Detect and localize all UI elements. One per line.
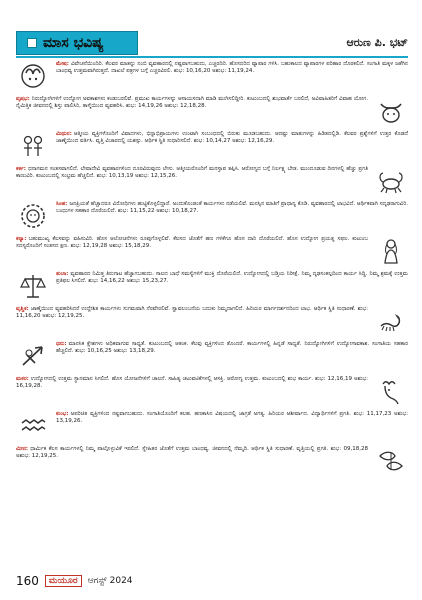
sign-entry [16, 96, 408, 130]
sign-entry [16, 201, 408, 235]
signs-list [16, 61, 408, 481]
scorpion-icon [374, 306, 408, 336]
issue-date: ಆಗಸ್ಟ್ 2024 [87, 576, 133, 586]
scales-icon [16, 271, 50, 301]
sign-text [16, 446, 368, 460]
crab-icon [374, 166, 408, 196]
sign-text [16, 376, 368, 390]
header-rule [16, 56, 408, 58]
sign-body: ಧನಾಗಮನ ಸಂತಸವಾಗಲಿದೆ. ಲೇವಾದೇವಿ ವ್ಯವಹಾರಗಳಿಂದ ದೂರವಿರುವುದು ಲೇಸು. ಆತ್ಮೀಯರೊಂದಿಗೆ ಮನಸ್ತಾಪ ತಪ್ಪಿಸಿ. ಆರೋಗ್ಯದ ಬಗ್ಗೆ ನಿರ್ಲಕ್ಷ್ಯ ಬೇಡ. ಮುಂದೂಡುವ ದಿನಗಳಲ್ಲಿ ಹೆಚ್ಚು ಪ್ರಗತಿ ಕಾಣುವಿರಿ. ಕುಟುಂಬದಲ್ಲಿ ಸಂಭ್ರಮ ಹೆಚ್ಚಲಿದೆ. ಶುಭ: 10,13,19 ಅಶುಭ: 12,15,26. [16, 166, 368, 180]
twins-icon [16, 131, 50, 161]
sign-text [16, 236, 368, 250]
sign-name: ಕನ್ಯಾ: [16, 236, 27, 242]
sign-name: ಕುಂಭ: [56, 411, 69, 417]
sign-body: ಧಾರ್ಮಿಕ ಕೆಲಸ ಕಾರ್ಯಗಳಲ್ಲಿ ನಿಮ್ಮ ಪಾಲ್ಗೊಳ್ಳುವಿಕೆ ಇರಲಿದೆ. ಸ್ನೇಹಿತರ ಜೊತೆಗೆ ಉತ್ತಮ ಬಾಂಧವ್ಯ. ಜೀವನದಲ್ಲಿ ನೆಮ್ಮದಿ. ಆರ್ಥಿಕ ಸ್ಥಿತಿ ಸುಧಾರಣೆ. ವೃತ್ತಿಯಲ್ಲಿ ಪ್ರಗತಿ. ಶುಭ: 09,18,28 ಅಶುಭ: 12,19,25. [16, 446, 368, 460]
sign-name: ಮೇಷ: [56, 61, 69, 67]
sign-entry [16, 271, 408, 305]
square-icon [27, 38, 37, 48]
sign-body: ಜಾಣ್ಮೆಯಿಂದ ವ್ಯವಹರಿಸಿದರೆ ಉದ್ದೇಶಿತ ಕಾರ್ಯಗಳು ಸುಗಮವಾಗಿ ನೆರವೇರಲಿವೆ. ಸ್ವಾವಲಂಬನೆಯ ಬದುಕು ನಿಮ್ಮದಾಗಲಿದೆ. ಹಿರಿಯರ ಮಾರ್ಗದರ್ಶನದಿಂದ ಲಾಭ. ಆರ್ಥಿಕ ಸ್ಥಿತಿ ಸುಧಾರಣೆ. ಶುಭ: 11,16,20 ಅಶುಭ: 12,19,25. [16, 306, 368, 320]
author-name: ಆರುಣ ಪಿ. ಭಟ್ [346, 36, 408, 49]
sign-text [16, 96, 368, 110]
footer [16, 574, 133, 588]
sign-name: ಮೀನ: [16, 446, 29, 452]
sign-name: ವೃಶ್ಚಿಕ: [16, 306, 29, 312]
sign-entry [16, 131, 408, 165]
sign-text [16, 306, 368, 320]
sign-entry [16, 341, 408, 375]
sign-text [56, 61, 408, 75]
sign-body: ಬಹುಮುಖ್ಯ ಕೆಲಸವನ್ನು ವಹಿಸುವಿರಿ. ಹೊಸ ಆಲೋಚನೆಗಳು ರೂಪುಗೊಳ್ಳಲಿವೆ. ಕೆಲಸದ ಜೊತೆಗೆ ಹಣ ಗಳಿಕೆಗೂ ಹೊಸ ದಾರಿ ದೊರೆಯಲಿದೆ. ಹೊಸ ಉದ್ಯೋಗ ಪ್ರಯತ್ನ ಸಫಲ. ಕುಟುಂಬ ಸದಸ್ಯರೊಂದಿಗೆ ಸಂತಸದ ಕ್ಷಣ. ಶುಭ: 12,19,28 ಅಶುಭ: 15,18,29. [16, 236, 368, 250]
sign-text [56, 341, 408, 355]
sign-text [56, 131, 408, 145]
magazine-logo: ಮಯೂರ [45, 575, 82, 587]
sign-body: ವಿವೇಚನೆಯಿಂದಿರಿ. ಕೆಲವರ ಮಾತನ್ನು ನಂಬಿ ವ್ಯವಹಾರದಲ್ಲಿ ನಷ್ಟವಾಗಬಹುದು, ಎಚ್ಚರದಿರಿ. ಹೊಸದರಿದ ವ್ಯಾಪಾರ ಗಳಿಸಿ. ಬಹುಕಾಲದ ವ್ಯಾಪಾರಗಳ ಪರಿಹಾರ ದೊರಕಲಿದೆ. ಸಂಗಾತಿ ಮಕ್ಕಳ ಜತೆಗಿನ ಬಾಂಧವ್ಯ ಉತ್ತಮವಾಗಿರುತ್ತದೆ. ದಾಖಲೆ ಪತ್ರಗಳ ಬಗ್ಗೆ ಎಚ್ಚರವಿರಲಿ. ಶುಭ: 10,16,20 ಅಶುಭ: 11,19,24. [56, 61, 408, 75]
sign-name: ಧನು: [56, 341, 67, 347]
fish-icon [374, 446, 408, 476]
sign-body: ಆತ್ಮೀಯ ವ್ಯಕ್ತಿಗಳೊಂದಿಗೆ ವಿವಾದಗಳು, ಭಿನ್ನಾಭಿಪ್ರಾಯಗಳು ಉಂಟಾಗಿ ಸಂಬಂಧದಲ್ಲಿ ಬಿರುಕು ಮೂಡಬಹುದು. ಆದಷ್ಟು ಮಾತುಗಳನ್ನು ಹಿಡಿತದಲ್ಲಿಡಿ. ಕೆಲವರ ಪ್ರಶ್ನೆಗಳಿಗೆ ಉತ್ತರ ಕೊಡದೆ ಜಾಣ್ಮೆಯಿಂದ ವರ್ತಿಸಿ. ವೃತ್ತಿ ವಿಚಾರದಲ್ಲಿ ಯಶಸ್ಸು. ಆರ್ಥಿಕ ಸ್ಥಿತಿ ಸುಧಾರಿಸಲಿದೆ. ಶುಭ: 10,14,27 ಅಶುಭ: 12,16,29. [56, 131, 408, 145]
sign-body: ಮಾನಸಿಕ ಕ್ಲೇಶಗಳು ಅಧಿಕವಾಗುವ ಸಾಧ್ಯತೆ. ಕುಟುಂಬದಲ್ಲಿ ಆತಂಕ. ಕೆಲವು ವ್ಯಕ್ತಿಗಳಿಂದ ತೊಂದರೆ. ಕಾರ್ಯಗಳಲ್ಲಿ ಹಿನ್ನಡೆ ಸಾಧ್ಯತೆ. ನಿರುದ್ಯೋಗಿಗಳಿಗೆ ಉದ್ಯೋಗಾವಕಾಶ. ಸಂಗಾತಿಯ ಸಹಕಾರ ಹೆಚ್ಚಲಿದೆ. ಶುಭ: 10,16,25 ಅಶುಭ: 13,18,29. [56, 341, 408, 355]
goat-icon [374, 376, 408, 406]
sign-entry [16, 61, 408, 95]
sign-body: ಉದ್ಯೋಗದಲ್ಲಿ ಉತ್ತಮ ಸ್ಥಾನಮಾನ ಸಿಗಲಿದೆ. ಹೊಸ ಯೋಜನೆಗಳಿಗೆ ಚಾಲನೆ. ಸಾಹಿತ್ಯ ಚಟುವಟಿಕೆಗಳಲ್ಲಿ ಆಸಕ್ತಿ. ಆರೋಗ್ಯ ಉತ್ತಮ. ಕುಟುಂಬದಲ್ಲಿ ಶುಭ ಕಾರ್ಯ. ಶುಭ: 12,16,19 ಅಶುಭ: 16,19,28. [16, 376, 368, 390]
sign-body: ವ್ಯವಹಾರದ ನಿಮಿತ್ತ ತಿರುಗಾಟ ಹೆಚ್ಚಾಗಬಹುದು. ಸಾಲದ ಬಾಧೆ ಸಮಸ್ಯೆಗಳಿಗೆ ಮುಕ್ತಿ ದೊರೆಯಲಿದೆ. ಉದ್ಯೋಗದಲ್ಲಿ ಬಡ್ತಿಯ ನಿರೀಕ್ಷೆ. ನಿಮ್ಮ ದೃಢಸಂಕಲ್ಪದಿಂದ ಕಾರ್ಯ ಸಿದ್ಧಿ. ನಿಮ್ಮ ಶ್ರಮಕ್ಕೆ ಉತ್ತಮ ಪ್ರತಿಫಲ ಸಿಗಲಿದೆ. ಶುಭ: 14,16,22 ಅಶುಭ: 15,23,27. [56, 271, 408, 285]
sign-name: ತುಲಾ: [56, 271, 69, 277]
sign-entry [16, 376, 408, 410]
sign-text [56, 201, 408, 215]
sign-text [56, 271, 408, 285]
sign-entry [16, 446, 408, 480]
title-box [16, 31, 138, 55]
sign-text [56, 411, 408, 425]
water-bearer-icon [16, 411, 50, 441]
lion-icon [16, 201, 50, 231]
sign-body: ಜನಪ್ರಿಯತೆ ಹೆಚ್ಚಾದರೂ ವಿರೋಧಿಗಳು ಹುಟ್ಟಿಕೊಳ್ಳಲಿದ್ದಾರೆ. ಅಂದುಕೊಂಡಂತೆ ಕಾರ್ಯಗಳು ನಡೆಯಲಿವೆ. ಮನಸ್ಸಿನ ಮಾತಿಗೆ ಪ್ರಾಧಾನ್ಯ ಕೊಡಿ. ವ್ಯವಹಾರದಲ್ಲಿ ಲಾಭವಿದೆ. ಆರ್ಥಿಕವಾಗಿ ಸದೃಢರಾಗುವಿರಿ. ಬಂಧುಗಳ ಸಹಕಾರ ದೊರೆಯಲಿದೆ. ಶುಭ: 11,15,22 ಅಶುಭ: 10,18,27. [56, 201, 409, 215]
sign-name: ವೃಷಭ: [16, 96, 30, 102]
sign-entry [16, 236, 408, 270]
sign-body: ನಿರುದ್ಯೋಗಿಗಳಿಗೆ ಉದ್ಯೋಗ ಅವಕಾಶಗಳು ಕಂಡುಬರಲಿವೆ. ಪ್ರಮುಖ ಕಾರ್ಯಗಳನ್ನು ಆಸಾಯಸದಾಗಿ ಮಾಡಿ ಮುಗಿಸಲಿದ್ದೀರಿ. ಕುಟುಂಬದಲ್ಲಿ ಶುಭವಾರ್ತೆ ಬರಲಿದೆ, ಅವಿವಾಹಿತರಿಗೆ ವಿವಾಹ ಯೋಗ. ನೈಮಿತ್ತಿಕ ಜೀವನದಲ್ಲಿ ಶಿಸ್ತು ಪಾಲಿಸಿರಿ, ತಾಳ್ಮೆಯಿಂದ ವ್ಯವಹರಿಸಿ. ಶುಭ: 14,19,26 ಅಶುಭ: 12,18,28. [16, 96, 368, 110]
sign-entry [16, 306, 408, 340]
page-number: 160 [16, 574, 39, 588]
maiden-icon [374, 236, 408, 266]
ram-icon [16, 61, 50, 91]
sign-body: ಅಪರಿಚಿತ ವ್ಯಕ್ತಿಗಳಿಂದ ನಷ್ಟವಾಗಬಹುದು. ಸಂಗಾತಿಯೊಂದಿಗೆ ಕಲಹ. ಹಣಕಾಸಿನ ವಿಷಯದಲ್ಲಿ ಜಾಗ್ರತೆ ಅಗತ್ಯ. ಹಿರಿಯರ ಆಶೀರ್ವಾದ. ವಿದ್ಯಾರ್ಥಿಗಳಿಗೆ ಪ್ರಗತಿ. ಶುಭ: 11,17,23 ಅಶುಭ: 13,19,26. [56, 411, 408, 425]
sign-name: ಸಿಂಹ: [56, 201, 68, 207]
sign-name: ಕರ್ಕ: [16, 166, 26, 172]
sign-entry [16, 166, 408, 200]
bull-icon [374, 96, 408, 126]
sign-text [16, 166, 368, 180]
sign-name: ಮಕರ: [16, 376, 29, 382]
header [16, 28, 408, 58]
page-title: ಮಾಸ ಭವಿಷ್ಯ [43, 35, 104, 51]
archer-icon [16, 341, 50, 371]
sign-name: ಮಿಥುನ: [56, 131, 72, 137]
sign-entry [16, 411, 408, 445]
